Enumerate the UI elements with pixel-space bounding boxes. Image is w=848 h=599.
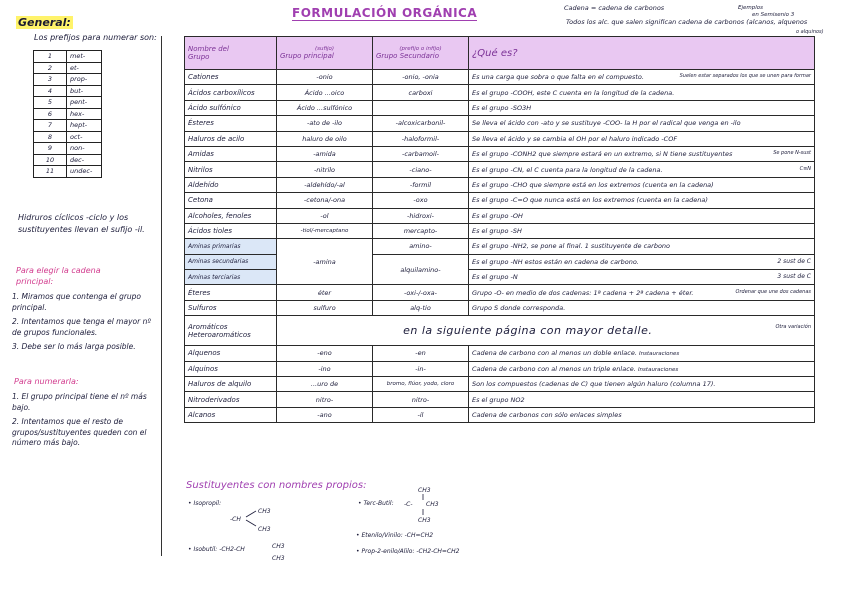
secondary-prefix: -in-: [373, 361, 469, 376]
table-row: [185, 116, 815, 131]
prefix-number: 1: [34, 51, 67, 63]
group-description: Es el grupo -C=O que nunca está en los extremos (cuenta en la cadena): [469, 193, 815, 208]
structure-text: -CH: [230, 516, 241, 523]
numbering-heading: Para numerarla:: [14, 377, 79, 386]
group-name: Alquinos: [185, 361, 277, 376]
secondary-prefix: -oxi-/-oxa-: [373, 285, 469, 300]
prefix-row: [34, 131, 102, 143]
principal-suffix: éter: [277, 285, 373, 300]
principal-suffix: -ato de -ilo: [277, 116, 373, 131]
table-row: [185, 85, 815, 100]
secondary-prefix: -en: [373, 346, 469, 361]
table-row: [185, 316, 815, 346]
principal-suffix: -ino: [277, 361, 373, 376]
tertiary-amines-label: Aminas terciarias: [185, 270, 277, 285]
group-description: Es el grupo -CONH2 que siempre estará en un extremo, si N tiene sustituyentes Se pone N-sust: [469, 146, 815, 161]
isopropyl-label: • Isopropil:: [188, 500, 222, 507]
secondary-prefix: carboxi: [373, 85, 469, 100]
ethenyl-label: • Etenilo/Vinilo: -CH=CH2: [356, 532, 434, 539]
principal-suffix: Ácido ...oico: [277, 85, 373, 100]
prefix-row: [34, 62, 102, 74]
group-name: Nitroderivados: [185, 392, 277, 407]
amine-secondary-other: alquilamino-: [373, 254, 469, 285]
aromatics-label: Aromáticos Heteroaromáticos: [185, 316, 277, 346]
group-description: Es el grupo -NH2, se pone al final. 1 sustituyente de carbono: [469, 239, 815, 254]
prefix-number: 5: [34, 97, 67, 109]
prefix-number: 9: [34, 143, 67, 155]
substituents-heading: Sustituyentes con nombres propios:: [186, 480, 367, 491]
group-description: Cadena de carbono con al menos un triple enlace. Instauraciones: [469, 361, 815, 376]
group-description: Cadena de carbonos con sólo enlaces simples: [469, 407, 815, 422]
principal-suffix: haluro de oilo: [277, 131, 373, 146]
prefix-number: 10: [34, 154, 67, 166]
secondary-prefix: [373, 100, 469, 115]
secondary-prefix: mercapto-: [373, 223, 469, 238]
isobutyl-label: • Isobutil: -CH2-CH: [188, 546, 245, 553]
prefix-number: 3: [34, 74, 67, 86]
list-item: 2. Intentamos que el resto de grupos/sustituyentes queden con el número más bajo.: [12, 417, 147, 447]
prefix-name: et-: [67, 62, 102, 74]
principal-suffix: -amida: [277, 146, 373, 161]
prefix-name: oct-: [67, 131, 102, 143]
isobutyl-structure: [270, 540, 300, 566]
table-row: [185, 407, 815, 422]
isopropyl-structure: [228, 506, 288, 536]
examples-location: en Semisenio 3: [752, 12, 795, 18]
group-name: Cetona: [185, 193, 277, 208]
prefix-row: [34, 120, 102, 132]
secondary-prefix: -ciano-: [373, 162, 469, 177]
principal-suffix: -tiol/-mercaptano: [277, 223, 373, 238]
list-item: 1. Miramos que contenga el grupo principal.: [12, 292, 142, 312]
table-row: [185, 361, 815, 376]
aromatics-note: en la siguiente página con mayor detalle. Otra variación: [277, 316, 815, 346]
header-what-is-it: ¿Qué es?: [469, 37, 815, 70]
secondary-prefix: -onio, -onia: [373, 70, 469, 85]
table-row: [185, 300, 815, 315]
prefix-number: 7: [34, 120, 67, 132]
column-divider: [161, 36, 162, 556]
table-row: [185, 285, 815, 300]
table-row: [185, 377, 815, 392]
prefix-name: non-: [67, 143, 102, 155]
prefix-number: 6: [34, 108, 67, 120]
prefix-row: [34, 166, 102, 178]
prefix-table: [33, 50, 102, 178]
group-description: Se lleva el ácido con -ato y se sustituye -COO- la H por el radical que venga en -ilo: [469, 116, 815, 131]
principal-suffix: -aldehído/-al: [277, 177, 373, 192]
prefix-row: [34, 143, 102, 155]
prefix-row: [34, 97, 102, 109]
group-name: Ácidos carboxílicos: [185, 85, 277, 100]
secondary-prefix: -alcoxicarbonil-: [373, 116, 469, 131]
group-name: Amidas: [185, 146, 277, 161]
secondary-prefix: alq-tio: [373, 300, 469, 315]
table-row: [185, 70, 815, 85]
side-note: 3 sust de C: [777, 273, 811, 281]
prefix-number: 11: [34, 166, 67, 178]
structure-text: -C-: [404, 501, 413, 508]
group-name: Nitrilos: [185, 162, 277, 177]
group-name: Cationes: [185, 70, 277, 85]
examples-label: Ejemplos: [738, 5, 763, 11]
structure-text: CH3: [272, 543, 285, 550]
prefix-name: prop-: [67, 74, 102, 86]
table-row: [185, 392, 815, 407]
table-row: [185, 193, 815, 208]
group-name: Alquenos: [185, 346, 277, 361]
secondary-prefix: -oxo: [373, 193, 469, 208]
group-description: Es el grupo -SH: [469, 223, 815, 238]
group-description: Es el grupo -SO3H: [469, 100, 815, 115]
table-row: [185, 239, 815, 254]
functional-groups-table: [184, 36, 815, 423]
principal-suffix: sulfuro: [277, 300, 373, 315]
list-item: 1. El grupo principal tiene el nº más bajo.: [12, 392, 147, 412]
side-note: Instauraciones: [639, 351, 680, 358]
secondary-prefix: nitro-: [373, 392, 469, 407]
table-row: [185, 100, 815, 115]
principal-suffix: Ácido ...sulfónico: [277, 100, 373, 115]
group-name: Alcanos: [185, 407, 277, 422]
prefix-number: 8: [34, 131, 67, 143]
table-row: [185, 208, 815, 223]
prefix-name: but-: [67, 85, 102, 97]
header-group-name: Nombre del Grupo: [185, 37, 277, 70]
group-description: Se lleva el ácido y se cambia el OH por el haluro indicado -COF: [469, 131, 815, 146]
left-notes-panel: [0, 0, 160, 560]
list-item: 2. Intentamos que tenga el mayor nº de grupos funcionales.: [12, 317, 151, 337]
secondary-amines-label: Aminas secundarias: [185, 254, 277, 269]
prefix-number: 2: [34, 62, 67, 74]
tertbutyl-structure: [404, 484, 444, 526]
prefix-name: undec-: [67, 166, 102, 178]
chain-definition: Cadena = cadena de carbonos: [564, 4, 665, 12]
prefix-intro-text: Los prefijos para numerar son:: [34, 33, 157, 42]
secondary-prefix: -haloformil-: [373, 131, 469, 146]
group-name: Ácido sulfónico: [185, 100, 277, 115]
structure-text: CH3: [426, 501, 439, 508]
table-row: [185, 223, 815, 238]
group-description: Grupo S donde corresponda.: [469, 300, 815, 315]
structure-text: CH3: [258, 526, 271, 533]
secondary-prefix: -formil: [373, 177, 469, 192]
bond-line: [246, 511, 256, 517]
group-name: Aldehído: [185, 177, 277, 192]
secondary-prefix: -il: [373, 407, 469, 422]
principal-suffix: -nitrilo: [277, 162, 373, 177]
structure-text: CH3: [418, 487, 431, 494]
group-description: Son los compuestos (cadenas de C) que tienen algún haluro (columna 17).: [469, 377, 815, 392]
table-row: [185, 162, 815, 177]
amine-principal-suffix: -amina: [277, 239, 373, 285]
prefix-name: dec-: [67, 154, 102, 166]
side-note: C≡N: [799, 165, 811, 172]
header-principal-group: (sufijo) Grupo principal: [277, 37, 373, 70]
side-note: Se pone N-sust: [773, 150, 811, 157]
secondary-prefix: -carbamoil-: [373, 146, 469, 161]
prefix-row: [34, 108, 102, 120]
prefix-name: pent-: [67, 97, 102, 109]
table-row: [185, 146, 815, 161]
alc-definition-tail: o alquinos): [796, 29, 824, 35]
structure-text: CH3: [258, 508, 271, 515]
amine-secondary-primary: amino-: [373, 239, 469, 254]
propenyl-label: • Prop-2-enilo/Alilo: -CH2-CH=CH2: [356, 548, 460, 555]
group-name: Alcoholes, fenoles: [185, 208, 277, 223]
side-note: 2 sust de C: [777, 257, 811, 265]
alc-definition: Todos los alc. que salen significan cadena de carbonos (alcanos, alquenos: [566, 18, 808, 26]
group-description: Es el grupo -NH estos están en cadena de carbono. 2 sust de C: [469, 254, 815, 269]
group-name: Haluros de alquilo: [185, 377, 277, 392]
prefix-name: hex-: [67, 108, 102, 120]
header-secondary-group: (prefijo o infijo) Grupo Secundario: [373, 37, 469, 70]
prefix-row: [34, 154, 102, 166]
tertbutyl-label: • Terc-Butil:: [358, 500, 394, 507]
table-row: [185, 131, 815, 146]
table-header-row: [185, 37, 815, 70]
choose-chain-rules: [12, 292, 157, 357]
side-note: Instauraciones: [637, 366, 679, 373]
prefix-row: [34, 85, 102, 97]
group-name: Éteres: [185, 285, 277, 300]
group-name: Haluros de acilo: [185, 131, 277, 146]
prefix-name: hept-: [67, 120, 102, 132]
group-description: Grupo -O- en medio de dos cadenas: 1ª cadena + 2ª cadena + éter. Ordenar que une dos cadenas: [469, 285, 815, 300]
structure-text: CH3: [418, 517, 431, 524]
bond-line: [246, 520, 256, 526]
principal-suffix: nitro-: [277, 392, 373, 407]
list-item: 3. Debe ser lo más larga posible.: [12, 342, 136, 351]
group-description: Es el grupo -CN, el C cuenta para la longitud de la cadena. C≡N: [469, 162, 815, 177]
group-name: Sulfuros: [185, 300, 277, 315]
group-name: Ésteres: [185, 116, 277, 131]
page-title: FORMULACIÓN ORGÁNICA: [292, 6, 478, 20]
principal-suffix: -eno: [277, 346, 373, 361]
prefix-number: 4: [34, 85, 67, 97]
side-note: Ordenar que une dos cadenas: [735, 288, 811, 295]
general-heading: General:: [18, 16, 71, 29]
prefix-name: met-: [67, 51, 102, 63]
group-description: Cadena de carbono con al menos un doble enlace. Instauraciones: [469, 346, 815, 361]
prefix-row: [34, 74, 102, 86]
secondary-prefix: -hidroxi-: [373, 208, 469, 223]
group-description: Es una carga que sobra o que falta en el compuesto. Suelen estar separados los que se unen para formar: [469, 70, 815, 85]
prefix-row: [34, 51, 102, 63]
principal-suffix: -cetona/-ona: [277, 193, 373, 208]
cyclic-hydrides-note: Hidruros cíclicos -ciclo y los sustituyentes llevan el sufijo -il.: [18, 213, 145, 234]
group-description: Es el grupo -COOH, este C cuenta en la longitud de la cadena.: [469, 85, 815, 100]
numbering-rules: [12, 392, 157, 453]
group-description: Es el grupo NO2: [469, 392, 815, 407]
group-description: Es el grupo -CHO que siempre está en los extremos (cuenta en la cadena): [469, 177, 815, 192]
table-row: [185, 346, 815, 361]
side-note: Otra variación: [775, 324, 811, 331]
principal-suffix: -onio: [277, 70, 373, 85]
principal-suffix: ...uro de: [277, 377, 373, 392]
choose-chain-heading: Para elegir la cadena principal:: [16, 266, 101, 286]
group-description: Es el grupo -N 3 sust de C: [469, 270, 815, 285]
table-row: [185, 177, 815, 192]
structure-text: CH3: [272, 555, 285, 562]
secondary-prefix: bromo, flúor, yodo, cloro: [373, 377, 469, 392]
principal-suffix: -ano: [277, 407, 373, 422]
group-name: Ácidos tioles: [185, 223, 277, 238]
primary-amines-label: Aminas primarias: [185, 239, 277, 254]
group-description: Es el grupo -OH: [469, 208, 815, 223]
side-note: Suelen estar separados los que se unen para formar: [679, 73, 811, 80]
principal-suffix: -ol: [277, 208, 373, 223]
